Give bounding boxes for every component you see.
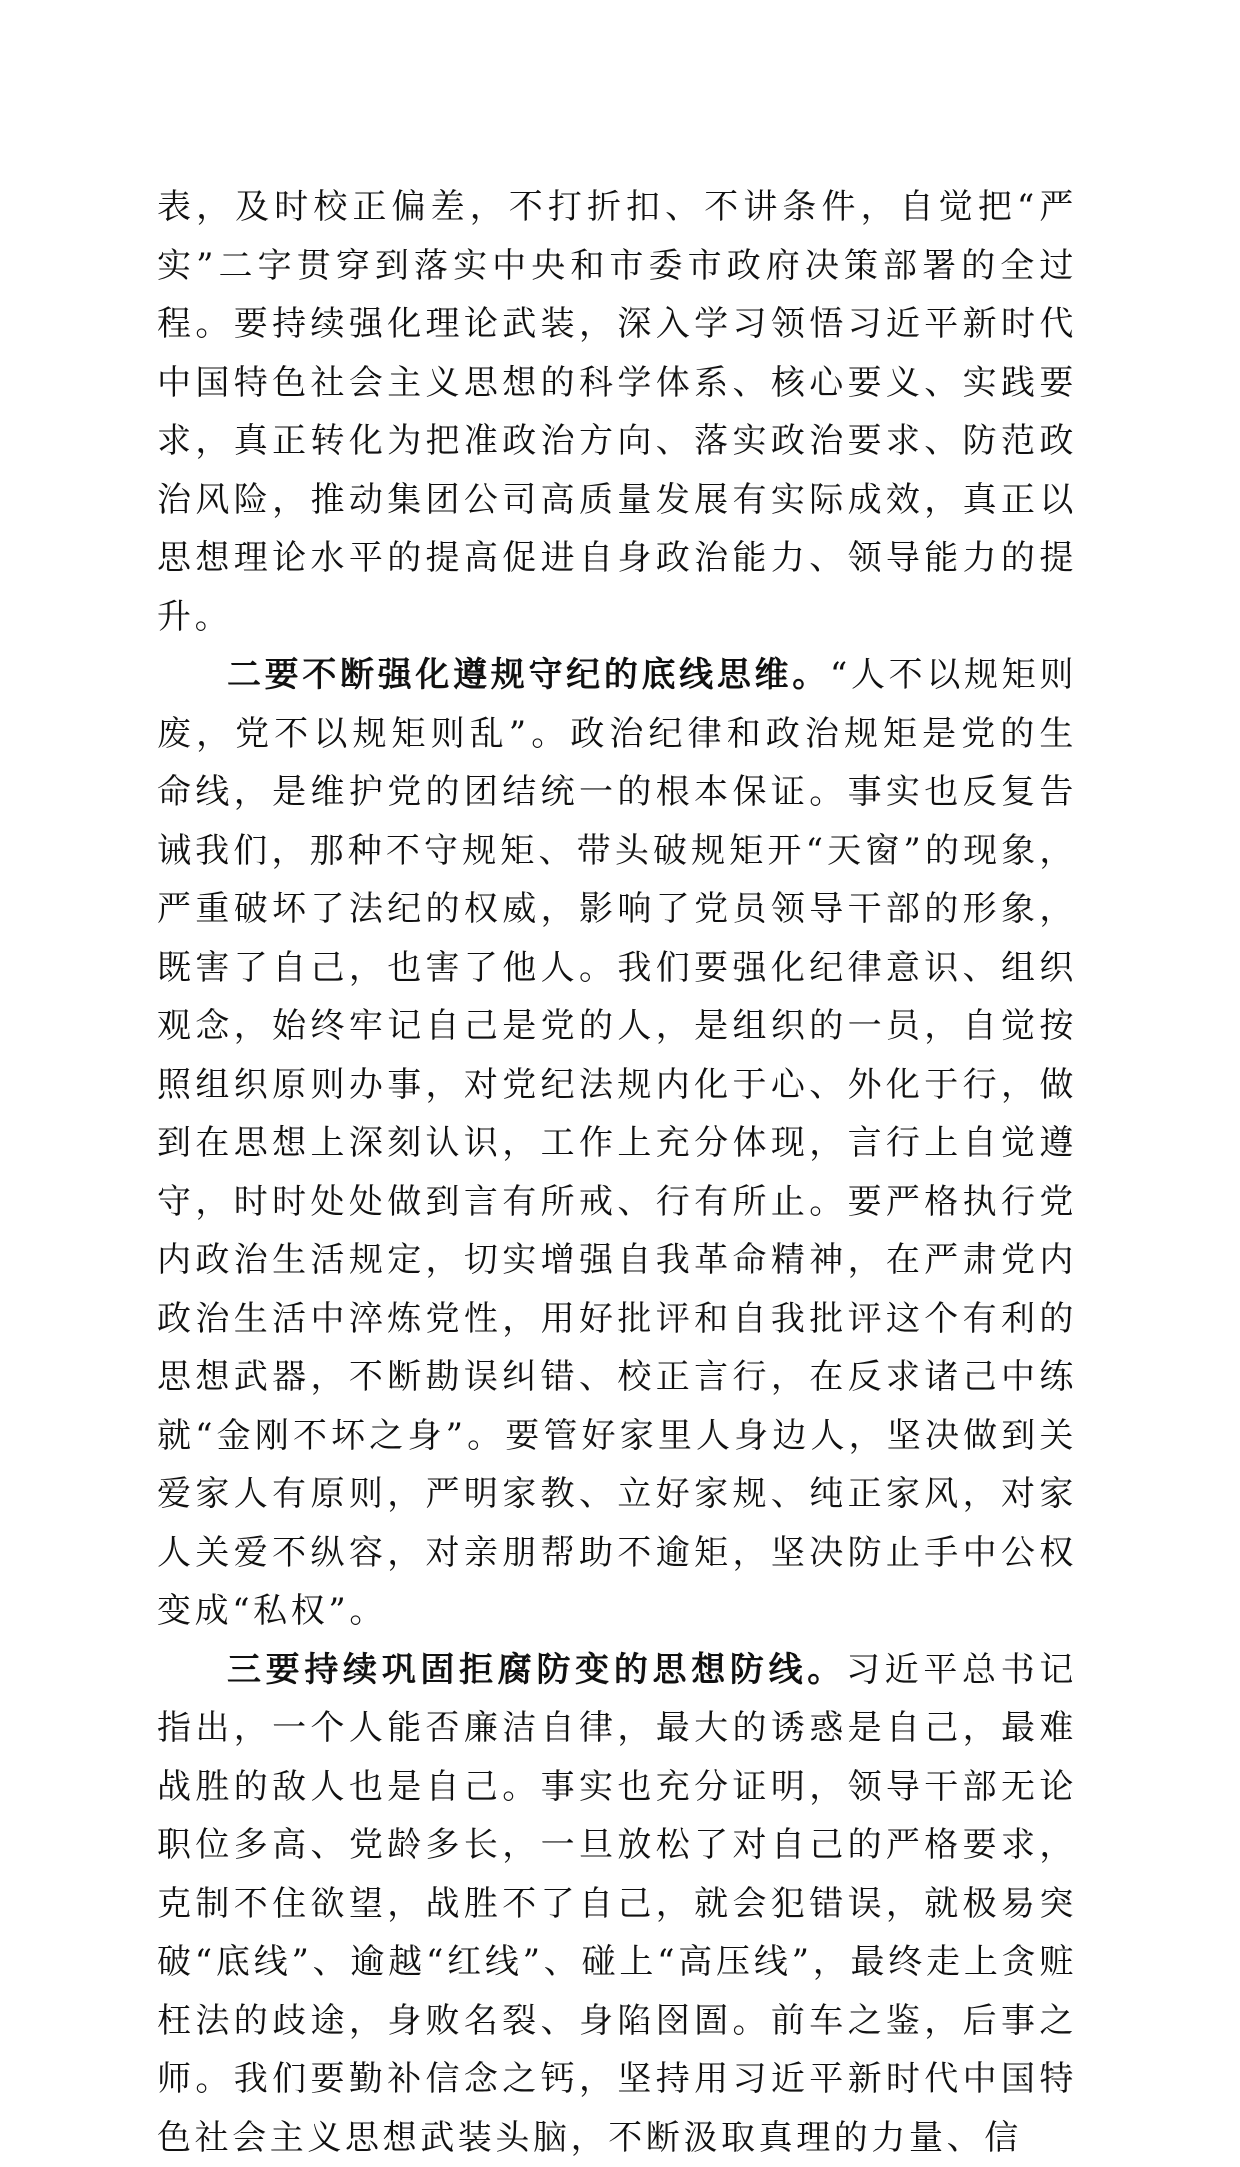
paragraph-text: 表，及时校正偏差，不打折扣、不讲条件，自觉把“严实”二字贯穿到落实中央和市委市政府决策部署的全过程。要持续强化理论武装，深入学习领悟习近平新时代中国特色社会主义思想的科学体系、核心要义、实践要求，真正转化为把准政治方向、落实政治要求、防范政治风险，推动集团公司高质量发展有实际成效，真正以思想理论水平的提高促进自身政治能力、领导能力的提升。	[157, 187, 1077, 637]
paragraph-point-three	[157, 1641, 1077, 2167]
paragraph-heading: 二要不断强化遵规守纪的底线思维。	[227, 655, 830, 695]
document-body	[157, 178, 1077, 2167]
paragraph-text: 习近平总书记指出，一个人能否廉洁自律，最大的诱惑是自己，最难战胜的敌人也是自己。事实也充分证明，领导干部无论职位多高、党龄多长，一旦放松了对自己的严格要求，克制不住欲望，战胜不了自己，就会犯错误，就极易突破“底线”、逾越“红线”、碰上“高压线”，最终走上贪赃枉法的歧途，身败名裂、身陷囹圄。前车之鉴，后事之师。我们要勤补信念之钙，坚持用习近平新时代中国特色社会主义思想武装头脑，不断汲取真理的力量、信	[157, 1650, 1077, 2158]
paragraph-point-two	[157, 646, 1077, 1641]
paragraph-text: “人不以规矩则废，党不以规矩则乱”。政治纪律和政治规矩是党的生命线，是维护党的团结统一的根本保证。事实也反复告诫我们，那种不守规矩、带头破规矩开“天窗”的现象，严重破坏了法纪的权威，影响了党员领导干部的形象，既害了自己，也害了他人。我们要强化纪律意识、组织观念，始终牢记自己是党的人，是组织的一员，自觉按照组织原则办事，对党纪法规内化于心、外化于行，做到在思想上深刻认识，工作上充分体现，言行上自觉遵守，时时处处做到言有所戒、行有所止。要严格执行党内政治生活规定，切实增强自我革命精神，在严肃党内政治生活中淬炼党性，用好批评和自我批评这个有利的思想武器，不断勘误纠错、校正言行，在反求诸己中练就“金刚不坏之身”。要管好家里人身边人，坚决做到关爱家人有原则，严明家教、立好家规、纯正家风，对家人关爱不纵容，对亲朋帮助不逾矩，坚决防止手中公权变成“私权”。	[157, 655, 1077, 1631]
paragraph-heading: 三要持续巩固拒腐防变的思想防线。	[227, 1650, 846, 1690]
paragraph-continuation	[157, 178, 1077, 646]
